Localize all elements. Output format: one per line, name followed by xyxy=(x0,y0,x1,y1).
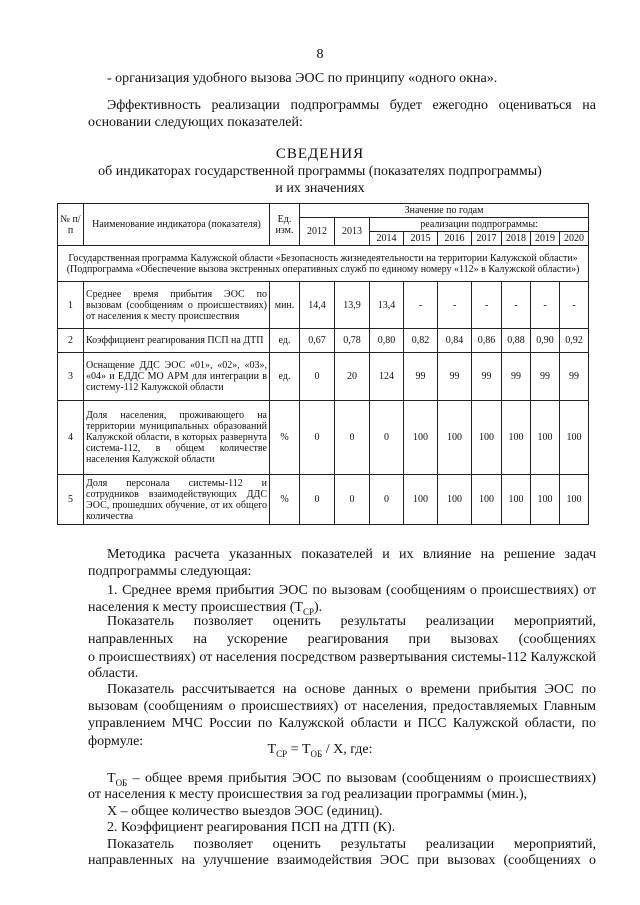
row-value: 0 xyxy=(300,353,335,401)
header-year-2015: 2015 xyxy=(404,232,438,246)
row-num: 1 xyxy=(58,282,84,329)
def-x-line: Х – общее количество выездов ЭОС (единиц). xyxy=(107,804,383,819)
row-value: 99 xyxy=(472,353,502,401)
def-line-2: от населения к месту происшествия за год реализации программы (мин.), xyxy=(88,787,528,802)
row-value: 100 xyxy=(472,475,502,525)
table-subtitle-2: и их значениях xyxy=(275,181,365,196)
row-value: - xyxy=(438,282,472,329)
row-value: 0,86 xyxy=(472,329,502,353)
row-name: Оснащение ДДС ЭОС «01», «02», «03», «04» и ЕДДС МО АРМ для интеграции в систему-112 Калужской области xyxy=(84,353,270,401)
row-value: 0 xyxy=(335,475,370,525)
header-num: № п/п xyxy=(58,204,84,246)
calc-line-4: формуле: xyxy=(88,734,144,749)
formula-end: / Х, где: xyxy=(322,742,373,757)
item1-desc-line-2: направленных на ускорение реагирования при вызовах (сообщениях xyxy=(88,632,596,647)
item1-line-2-text: населения к месту происшествия (Т xyxy=(88,600,303,615)
row-value: 100 xyxy=(502,401,531,475)
calc-line-2: вызовам (сообщениям о происшествиях) от населения, предоставляемых Главным xyxy=(88,699,596,714)
row-name: Доля персонала системы-112 и сотрудников взаимодействующих ДДС ЭОС, прошедших обучение, от их общего количества xyxy=(84,475,270,525)
header-subprogram: реализации подпрограммы: xyxy=(370,218,589,232)
row-value: 0,88 xyxy=(502,329,531,353)
row-value: 13,4 xyxy=(370,282,404,329)
row-name: Среднее время прибытия ЭОС по вызовам (сообщениям о происшествиях) от населения к месту происшествия xyxy=(84,282,270,329)
row-unit: мин. xyxy=(270,282,300,329)
formula-sub-ob: ОБ xyxy=(310,748,323,759)
row-value: 0,80 xyxy=(370,329,404,353)
def-text: – общее время прибытия ЭОС по вызовам (сообщениям о происшествиях) xyxy=(127,771,596,786)
row-value: 0 xyxy=(370,475,404,525)
table-subtitle-1: об индикаторах государственной программы (показателях подпрограммы) xyxy=(98,164,542,179)
row-value: 0,90 xyxy=(531,329,560,353)
indicators-table xyxy=(57,203,589,525)
row-num: 2 xyxy=(58,329,84,353)
header-year-2013: 2013 xyxy=(335,218,370,246)
program-row: Государственная программа Калужской области «Безопасность жизнедеятельности на территории Калужской области» (Подпрограмма «Обеспечение вызова экстренных оперативных служб по единому номеру «112» в Калужской области») xyxy=(58,246,589,282)
row-value: 0 xyxy=(370,401,404,475)
row-num: 3 xyxy=(58,353,84,401)
method-line-2: подпрограммы следующая: xyxy=(88,564,252,579)
row-unit: % xyxy=(270,475,300,525)
header-year-2012: 2012 xyxy=(300,218,335,246)
table-row xyxy=(58,401,589,475)
row-unit: ед. xyxy=(270,329,300,353)
header-year-2019: 2019 xyxy=(531,232,560,246)
row-value: 100 xyxy=(404,401,438,475)
item1-subscript: СР xyxy=(302,606,314,617)
header-name: Наименование индикатора (показателя) xyxy=(84,204,270,246)
item2-desc-line-2: направленных на улучшение взаимодействия ЭОС при вызовах (сообщениях о xyxy=(88,853,596,868)
row-value: 99 xyxy=(438,353,472,401)
table-row xyxy=(58,475,589,525)
row-value: 100 xyxy=(560,475,589,525)
def-sub-ob: ОБ xyxy=(115,777,128,788)
item2-line: 2. Коэффициент реагирования ПСП на ДТП (К). xyxy=(107,820,396,835)
header-values: Значение по годам xyxy=(300,204,589,218)
row-value: 100 xyxy=(531,401,560,475)
row-value: 100 xyxy=(560,401,589,475)
header-year-2017: 2017 xyxy=(472,232,502,246)
header-unit: Ед. изм. xyxy=(270,204,300,246)
row-value: 99 xyxy=(404,353,438,401)
header-year-2014: 2014 xyxy=(370,232,404,246)
row-value: 99 xyxy=(502,353,531,401)
row-value: 100 xyxy=(438,401,472,475)
row-value: 100 xyxy=(502,475,531,525)
row-name: Доля населения, проживающего на территории муниципальных образований Калужской области, в которых развернута система-112, в общем количестве населения Калужской области xyxy=(84,401,270,475)
row-num: 5 xyxy=(58,475,84,525)
formula-mid: = Т xyxy=(287,742,311,757)
row-value: 124 xyxy=(370,353,404,401)
row-value: 0 xyxy=(300,475,335,525)
row-value: 20 xyxy=(335,353,370,401)
formula xyxy=(0,742,640,759)
row-value: - xyxy=(531,282,560,329)
table-row xyxy=(58,329,589,353)
item1-line-1: 1. Среднее время прибытия ЭОС по вызовам (сообщениям о происшествиях) от xyxy=(107,583,596,598)
row-value: 0,82 xyxy=(404,329,438,353)
row-value: 100 xyxy=(438,475,472,525)
formula-t: Т xyxy=(267,742,277,757)
header-year-2020: 2020 xyxy=(560,232,589,246)
table-title: СВЕДЕНИЯ xyxy=(275,146,365,162)
row-value: 100 xyxy=(531,475,560,525)
header-year-2018: 2018 xyxy=(502,232,531,246)
item1-desc-line-4: области. xyxy=(88,666,139,681)
calc-line-3: управлением МЧС России по Калужской области и ПСС Калужской области, по xyxy=(88,716,596,731)
intro-line-1: - организация удобного вызова ЭОС по принципу «одного окна». xyxy=(107,71,498,86)
item1-line-2-end: ). xyxy=(313,600,323,615)
intro-line-2a: Эффективность реализации подпрограммы будет ежегодно оцениваться на xyxy=(107,98,596,113)
intro-line-2b: основании следующих показателей: xyxy=(88,115,303,130)
row-value: 100 xyxy=(472,401,502,475)
row-value: 0,78 xyxy=(335,329,370,353)
table-row xyxy=(58,353,589,401)
row-num: 4 xyxy=(58,401,84,475)
row-value: 0,84 xyxy=(438,329,472,353)
row-name: Коэффициент реагирования ПСП на ДТП xyxy=(84,329,270,353)
formula-sub-cr: СР xyxy=(276,748,288,759)
row-value: 13,9 xyxy=(335,282,370,329)
row-value: 0 xyxy=(335,401,370,475)
row-unit: % xyxy=(270,401,300,475)
row-value: 0,67 xyxy=(300,329,335,353)
row-value: 0,92 xyxy=(560,329,589,353)
def-t: Т xyxy=(107,771,116,786)
row-value: - xyxy=(560,282,589,329)
row-value: 100 xyxy=(404,475,438,525)
row-value: - xyxy=(472,282,502,329)
row-value: 0 xyxy=(300,401,335,475)
row-value: - xyxy=(404,282,438,329)
method-line-1: Методика расчета указанных показателей и их влияние на решение задач xyxy=(107,547,596,562)
row-unit: ед. xyxy=(270,353,300,401)
item2-desc-line-1: Показатель позволяет оценить результаты реализации мероприятий, xyxy=(107,837,596,852)
row-value: - xyxy=(502,282,531,329)
item1-desc-line-1: Показатель позволяет оценить результаты реализации мероприятий, xyxy=(107,614,596,629)
row-value: 14,4 xyxy=(300,282,335,329)
row-value: 99 xyxy=(560,353,589,401)
row-value: 99 xyxy=(531,353,560,401)
table-row xyxy=(58,282,589,329)
calc-line-1: Показатель рассчитывается на основе данных о времени прибытия ЭОС по xyxy=(107,682,596,697)
page-number: 8 xyxy=(316,47,324,62)
item1-desc-line-3: о происшествиях) от населения посредством развертывания системы-112 Калужской xyxy=(88,650,596,665)
header-year-2016: 2016 xyxy=(438,232,472,246)
